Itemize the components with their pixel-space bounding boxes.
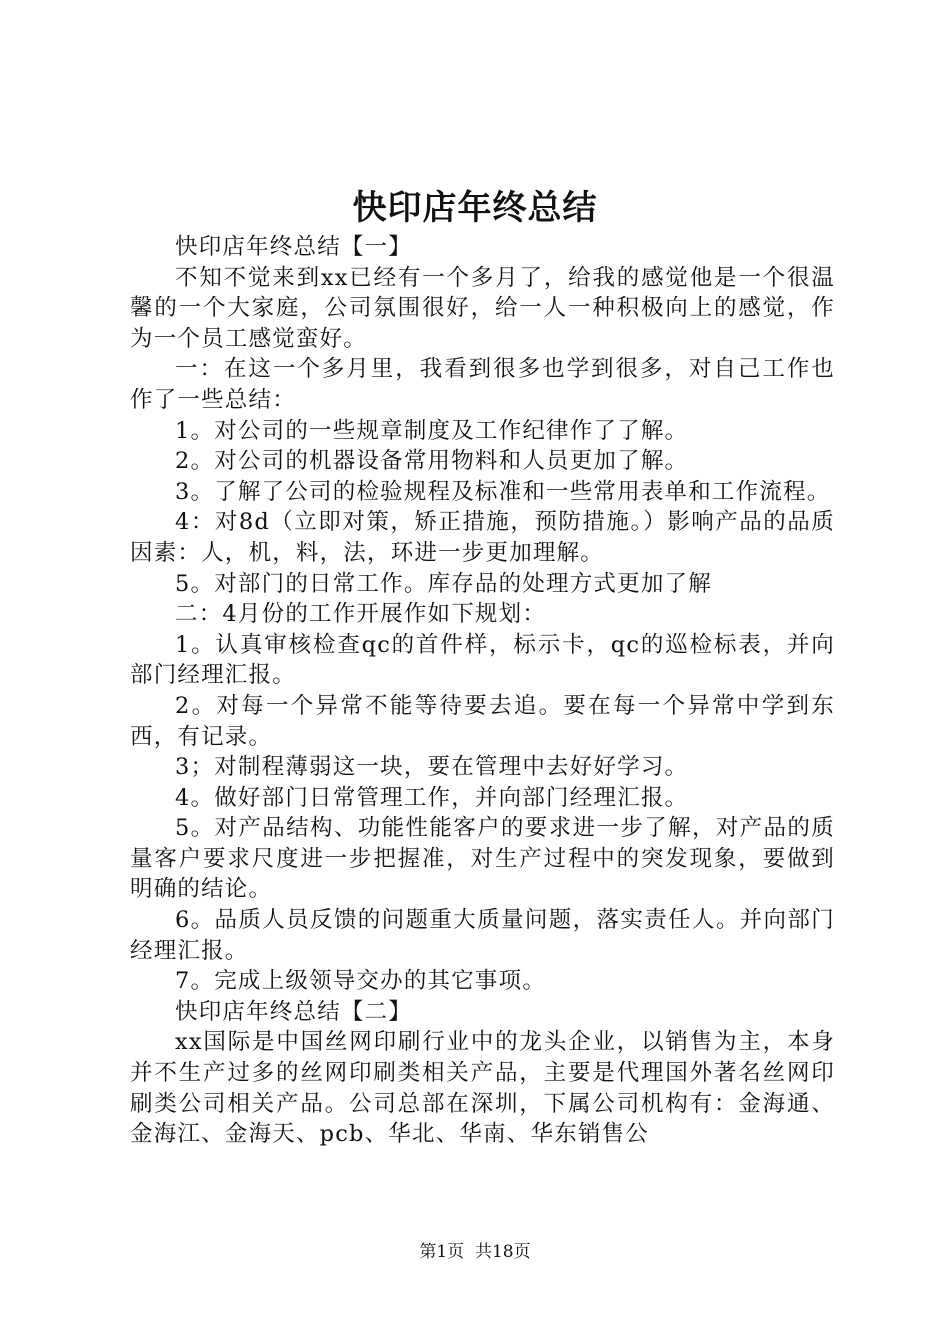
list-item: 7。完成上级领导交办的其它事项。 [175, 968, 547, 995]
document-title: 快印店年终总结 [352, 188, 598, 228]
paragraph: 二：4月份的工作开展作如下规划： [175, 601, 547, 628]
list-item: 5。对部门的日常工作。库存品的处理方式更加了解 [175, 570, 712, 597]
list-item: 4。做好部门日常管理工作，并向部门经理汇报。 [175, 784, 689, 811]
list-item: 3；对制程薄弱这一块，要在管理中去好好学习。 [175, 754, 689, 781]
list-item: 1。对公司的一些规章制度及工作纪律作了了解。 [175, 417, 689, 444]
page-number: 第1页 共18页 [419, 1242, 531, 1262]
paragraph: 不知不觉来到xx已经有一个多月了，给我的感觉他是一个很温馨的一个大家庭，公司氛围很好，给一人一种积极向上的感觉，作为一个员工感觉蛮好。 [130, 264, 835, 352]
list-item: 2。对每一个异常不能等待要去追。要在每一个异常中学到东西，有记录。 [130, 692, 835, 750]
list-item: 6。品质人员反馈的问题重大质量问题，落实责任人。并向部门经理汇报。 [130, 907, 835, 964]
section-heading-2: 快印店年终总结【二】 [175, 998, 413, 1025]
list-item: 1。认真审核检查qc的首件样，标示卡，qc的巡检标表，并向部门经理汇报。 [130, 631, 835, 689]
list-item: 3。了解了公司的检验规程及标准和一些常用表单和工作流程。 [175, 478, 831, 505]
paragraph: 一：在这一个多月里，我看到很多也学到很多，对自己工作也作了一些总结： [130, 356, 835, 413]
section-heading-1: 快印店年终总结【一】 [175, 234, 413, 260]
list-item: 5。对产品结构、功能性能客户的要求进一步了解，对产品的质量客户要求尺度进一步把握准，对生产过程中的突发现象，要做到明确的结论。 [130, 815, 835, 903]
list-item: 4：对8d（立即对策，矫正措施，预防措施。）影响产品的品质因素：人，机，料，法，环进一步更加理解。 [130, 509, 835, 566]
list-item: 2。对公司的机器设备常用物料和人员更加了解。 [175, 448, 689, 475]
paragraph: xx国际是中国丝网印刷行业中的龙头企业，以销售为主，本身并不生产过多的丝网印刷类相关产品，主要是代理国外著名丝网印刷类公司相关产品。公司总部在深圳，下属公司机构有：金海通、金海江、金海天、pcb、华北、华南、华东销售公 [130, 1029, 835, 1148]
page-footer [0, 1240, 950, 1264]
document-body [130, 232, 835, 1150]
